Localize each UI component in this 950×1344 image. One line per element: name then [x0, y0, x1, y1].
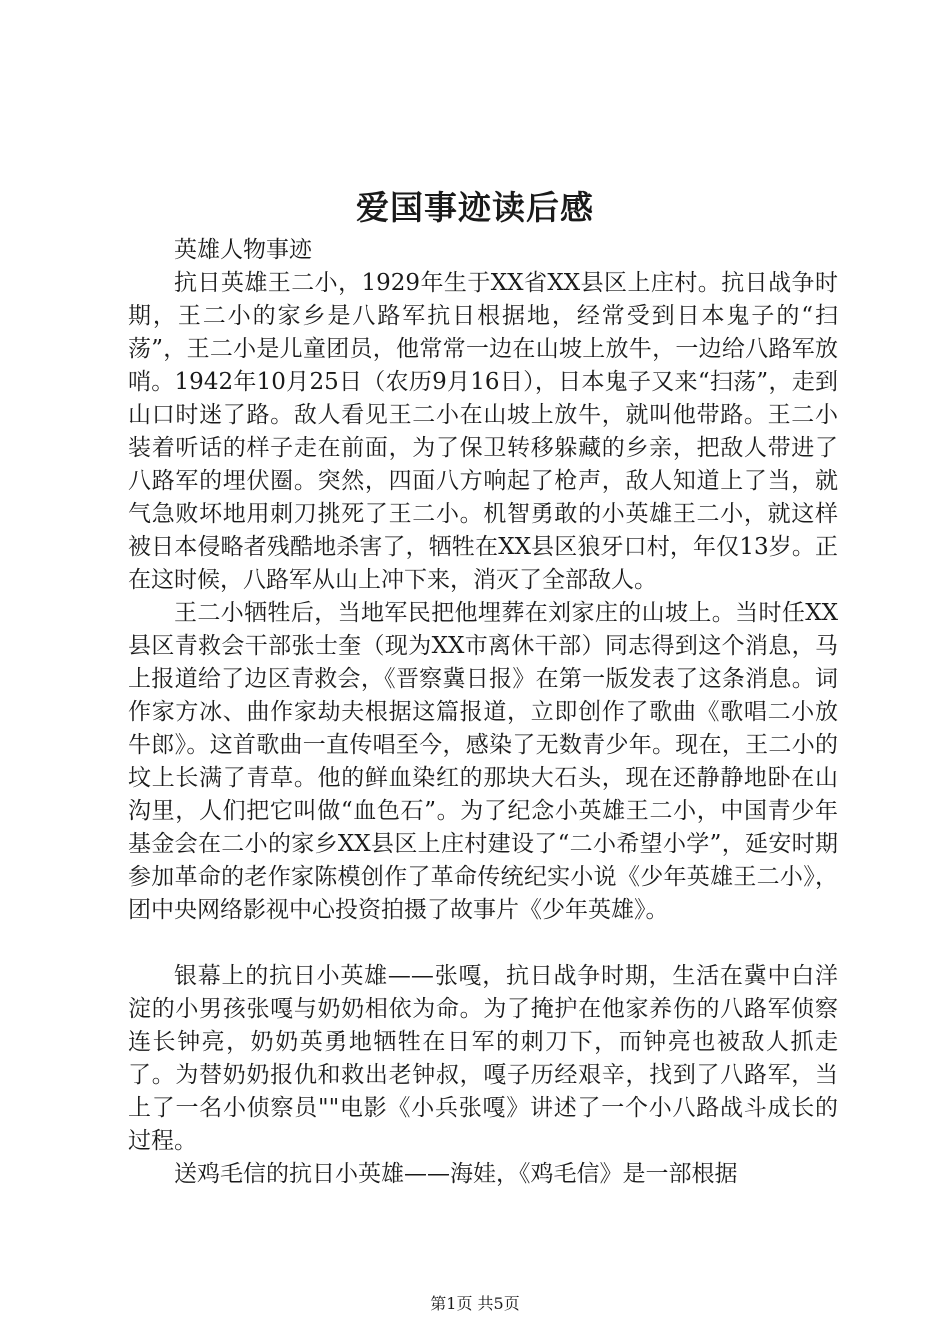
- paragraph: 王二小牺牲后，当地军民把他埋葬在刘家庄的山坡上。当时任XX县区青救会干部张士奎（现为XX市离休干部）同志得到这个消息，马上报道给了边区青救会，《晋察冀日报》在第一版发表了这条消息。词作家方冰、曲作家劫夫根据这篇报道，立即创作了歌曲《歌唱二小放牛郎》。这首歌曲一直传唱至今，感染了无数青少年。现在，王二小的坟上长满了青草。他的鲜血染红的那块大石头，现在还静静地卧在山沟里，人们把它叫做“血色石”。为了纪念小英雄王二小，中国青少年基金会在二小的家乡XX县区上庄村建设了“二小希望小学”，延安时期参加革命的老作家陈模创作了革命传统纪实小说《少年英雄王二小》，团中央网络影视中心投资拍摄了故事片《少年英雄》。: [128, 600, 838, 923]
- paragraph: 抗日英雄王二小，1929年生于XX省XX县区上庄村。抗日战争时期，王二小的家乡是八路军抗日根据地，经常受到日本鬼子的“扫荡”，王二小是儿童团员，他常常一边在山坡上放牛，一边给八路军放哨。1942年10月25日（农历9月16日），日本鬼子又来“扫荡”，走到山口时迷了路。敌人看见王二小在山坡上放牛，就叫他带路。王二小装着听话的样子走在前面，为了保卫转移躲藏的乡亲，把敌人带进了八路军的埋伏圈。突然，四面八方响起了枪声，敌人知道上了当，就气急败坏地用刺刀挑死了王二小。机智勇敢的小英雄王二小，就这样被日本侵略者残酷地杀害了，牺牲在XX县区狼牙口村，年仅13岁。正在这时候，八路军从山上冲下来，消灭了全部敌人。: [128, 270, 838, 593]
- paragraph-heading: 英雄人物事迹: [174, 237, 312, 263]
- paragraph: 送鸡毛信的抗日小英雄——海娃，《鸡毛信》是一部根据: [174, 1161, 738, 1187]
- page-number-footer: 第1页 共5页: [430, 1294, 520, 1313]
- document-body: [128, 234, 838, 1191]
- paragraph: 银幕上的抗日小英雄——张嘎，抗日战争时期，生活在冀中白洋淀的小男孩张嘎与奶奶相依为命。为了掩护在他家养伤的八路军侦察连长钟亮，奶奶英勇地牺牲在日军的刺刀下，而钟亮也被敌人抓走了。为替奶奶报仇和救出老钟叔，嘎子历经艰辛，找到了八路军，当上了一名小侦察员""电影《小兵张嘎》讲述了一个小八路战斗成长的过程。: [128, 963, 838, 1154]
- document-title: 爱国事迹读后感: [356, 188, 594, 227]
